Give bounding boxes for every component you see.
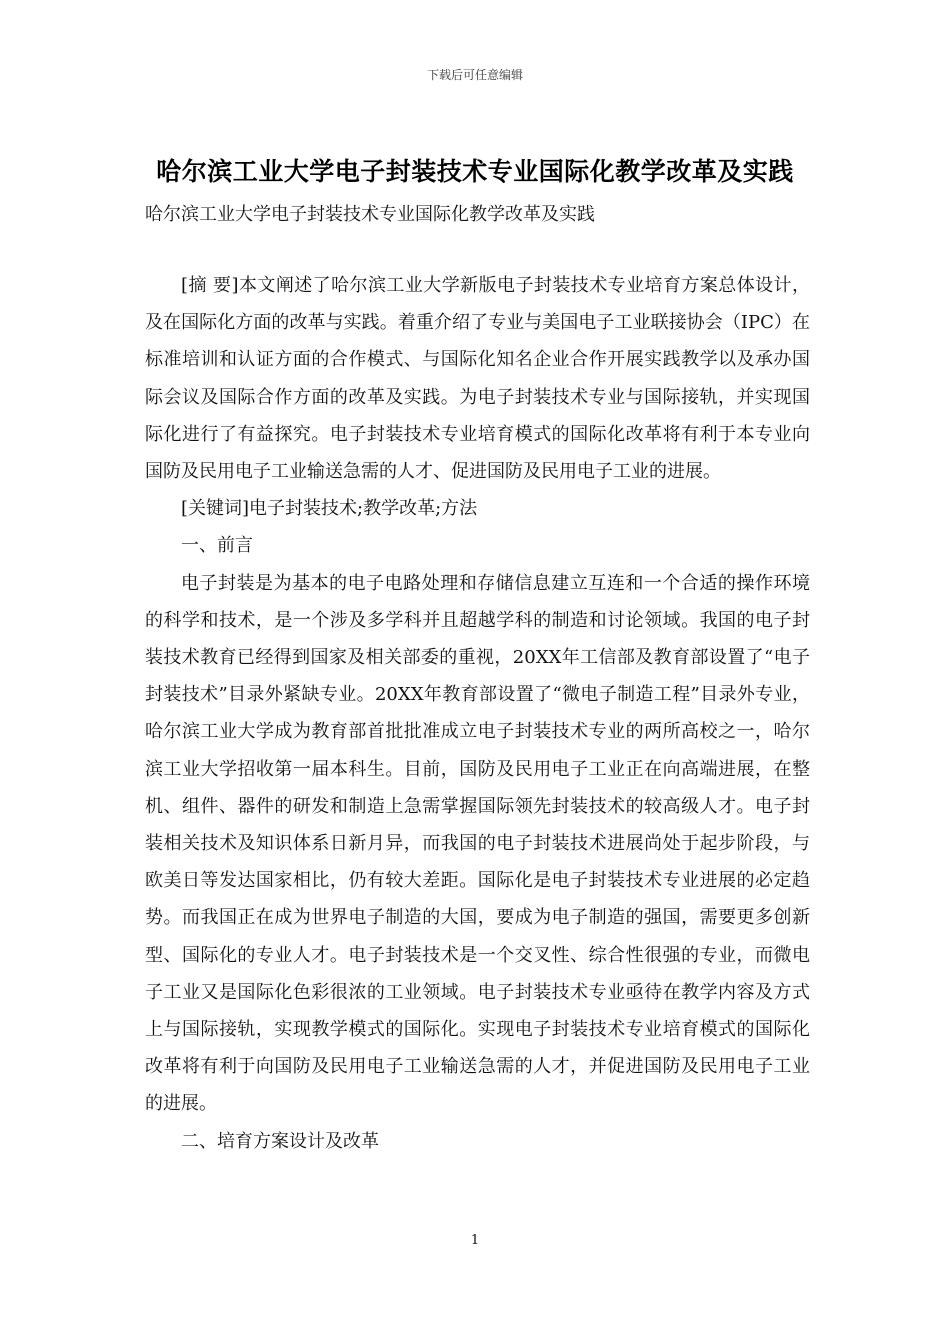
document-title: 哈尔滨工业大学电子封装技术专业国际化教学改革及实践 [156,157,794,186]
page-header-note: 下载后可任意编辑 [426,68,523,82]
document-subtitle: 哈尔滨工业大学电子封装技术专业国际化教学改革及实践 [145,204,595,225]
keywords-paragraph: [关键词]电子封装技术;教学改革;方法 [181,498,478,520]
abstract-paragraph: [摘 要]本文阐述了哈尔滨工业大学新版电子封装技术专业培育方案总体设计，及在国际化方面的改革与实践。着重介绍了专业与美国电子工业联接协会（IPC）在标准培训和认证方面的合作模式、与国际化知名企业合作开展实践教学以及承办国际会议及国际合作方面的改革及实践。为电子封装技术专业与国际接轨，并实现国际化进行了有益探究。电子封装技术专业培育模式的国际化改革将有利于本专业向国防及民用电子工业输送急需的人才、促进国防及民用电子工业的进展。 [145,275,810,483]
page-number: 1 [470,1233,480,1248]
section-heading-training-plan: 二、培育方案设计及改革 [181,1130,379,1152]
preface-paragraph: 电子封装是为基本的电子电路处理和存储信息建立互连和一个合适的操作环境的科学和技术，是一个涉及多学科并且超越学科的制造和讨论领域。我国的电子封装技术教育已经得到国家及相关部委的重视，20XX年工信部及教育部设置了“电子封装技术”目录外紧缺专业。20XX年教育部设置了“微电子制造工程”目录外专业，哈尔滨工业大学成为教育部首批批准成立电子封装技术专业的两所高校之一，哈尔滨工业大学招收第一届本科生。目前，国防及民用电子工业正在向高端进展，在整机、组件、器件的研发和制造上急需掌握国际领先封装技术的较高级人才。电子封装相关技术及知识体系日新月异，而我国的电子封装技术进展尚处于起步阶段，与欧美日等发达国家相比，仍有较大差距。国际化是电子封装技术专业进展的必定趋势。而我国正在成为世界电子制造的大国，要成为电子制造的强国，需要更多创新型、国际化的专业人才。电子封装技术是一个交叉性、综合性很强的专业，而微电子工业又是国际化色彩很浓的工业领域。电子封装技术专业亟待在教学内容及方式上与国际接轨，实现教学模式的国际化。实现电子封装技术专业培育模式的国际化改革将有利于向国防及民用电子工业输送急需的人才，并促进国防及民用电子工业的进展。 [145,572,810,1115]
document-body [145,267,810,1160]
section-heading-preface: 一、前言 [181,535,253,557]
